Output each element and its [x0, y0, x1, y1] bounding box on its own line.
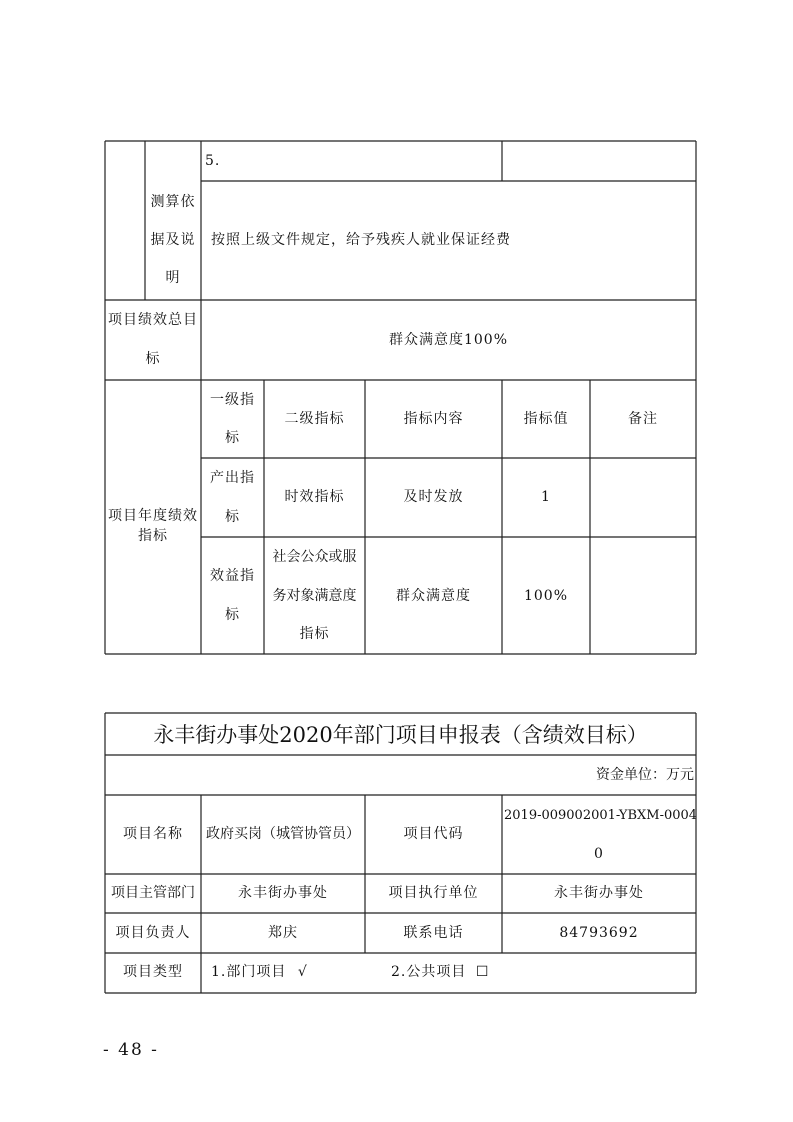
project-code-line1: 2019-009002001-YBXM-0004: [504, 808, 698, 823]
type-option-public-label: 2.公共项目: [391, 964, 467, 980]
basis-label-2: 据及说: [150, 232, 196, 248]
header-content: 指标内容: [403, 411, 464, 427]
row2-level1-1: 效益指: [210, 568, 255, 584]
page-number: - 48 -: [103, 1040, 159, 1060]
header-level1-1: 一级指: [210, 392, 255, 408]
row1-level2: 时效指标: [284, 489, 345, 505]
row2-level2-3: 指标: [299, 626, 330, 642]
project-code-line2: 0: [594, 846, 604, 862]
row2-level2-2: 务对象满意度: [272, 588, 357, 604]
type-option-dept-label: 1.部门项目: [211, 964, 287, 980]
row2-level2-1: 社会公众或服: [272, 549, 357, 565]
overall-goal-label-1: 项目绩效总目: [108, 312, 198, 328]
overall-goal-value: 群众满意度100%: [388, 332, 509, 348]
owner-label: 项目负责人: [115, 925, 191, 941]
row1-level1-2: 标: [225, 509, 240, 525]
row2-level1-2: 标: [225, 607, 240, 623]
owner-value: 郑庆: [268, 925, 298, 941]
annual-label-2: 指标: [138, 528, 168, 544]
row2-content: 群众满意度: [396, 588, 471, 604]
basis-label-1: 测算依: [150, 194, 196, 210]
project-name: 政府买岗（城管协管员）: [206, 826, 360, 842]
row1-level1-1: 产出指: [210, 470, 255, 486]
row1-value: 1: [541, 489, 551, 505]
header-level1-2: 标: [225, 430, 240, 446]
overall-goal-label-2: 标: [145, 351, 161, 367]
phone-value: 84793692: [559, 925, 639, 941]
type-option-public: [391, 953, 489, 992]
project-code-label: 项目代码: [403, 826, 464, 842]
dept-label: 项目主管部门: [111, 885, 195, 901]
row-number: 5.: [205, 153, 221, 169]
dept-value: 永丰街办事处: [238, 885, 328, 901]
row1-content: 及时发放: [403, 489, 464, 505]
fund-unit: 资金单位：万元: [596, 767, 694, 783]
row2-value: 100%: [523, 588, 569, 604]
header-value: 指标值: [523, 411, 569, 427]
phone-label: 联系电话: [403, 925, 464, 941]
header-level2: 二级指标: [284, 411, 345, 427]
basis-label-3: 明: [165, 270, 181, 286]
exec-value: 永丰街办事处: [554, 885, 644, 901]
basis-text: 按照上级文件规定，给予残疾人就业保证经费: [211, 232, 511, 248]
annual-label-1: 项目年度绩效: [108, 508, 198, 524]
checkbox-icon: ☐: [475, 964, 490, 980]
header-remark: 备注: [628, 411, 658, 427]
type-option-dept: [211, 953, 308, 992]
type-label: 项目类型: [123, 964, 183, 980]
form-title: 永丰街办事处2020年部门项目申报表（含绩效目标）: [153, 723, 648, 747]
project-name-label: 项目名称: [123, 826, 183, 842]
exec-label: 项目执行单位: [388, 885, 479, 901]
check-mark-icon: √: [297, 964, 308, 980]
